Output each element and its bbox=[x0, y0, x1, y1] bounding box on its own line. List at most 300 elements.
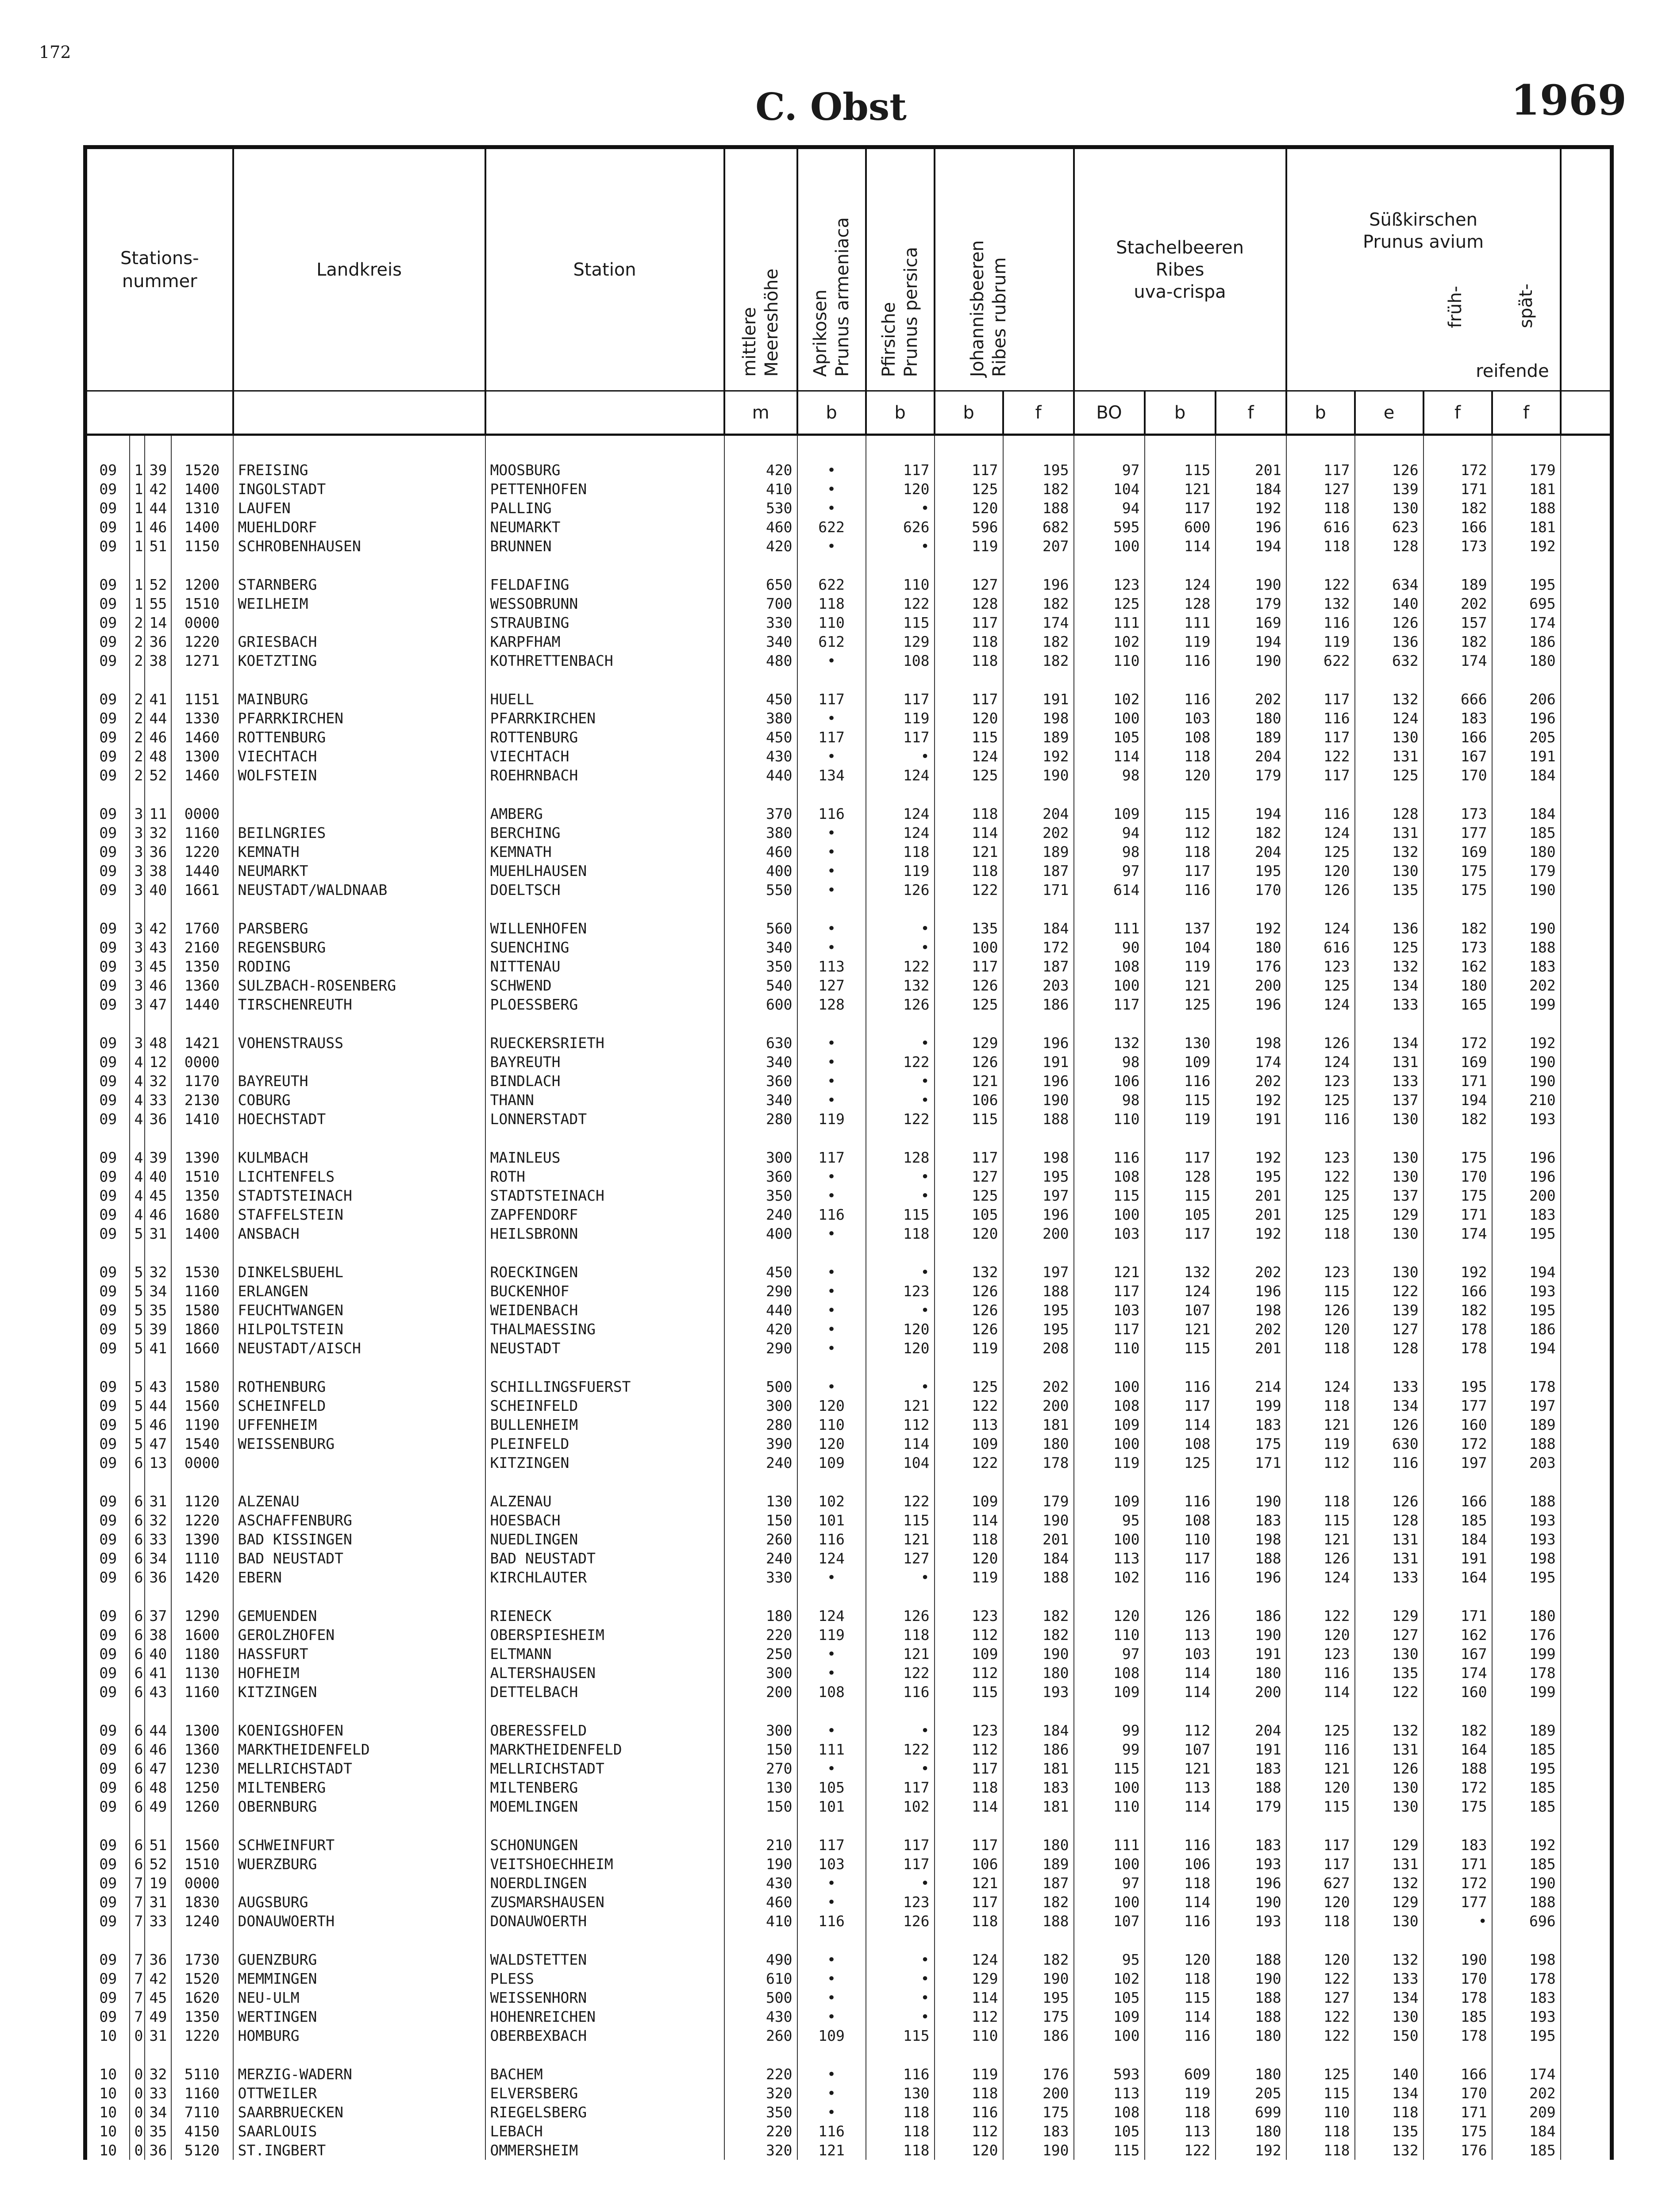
table-cell: 116 bbox=[866, 1682, 935, 1701]
table-cell-empty bbox=[1561, 1625, 1612, 1644]
table-cell: 123 bbox=[1286, 1071, 1355, 1091]
table-cell: 130 bbox=[1355, 1148, 1423, 1167]
table-cell: 09 bbox=[85, 861, 130, 880]
table-cell: 182 bbox=[1216, 823, 1286, 842]
table-cell: 121 bbox=[935, 842, 1003, 861]
table-cell: 43 bbox=[145, 1682, 171, 1701]
table-cell: 130 bbox=[1145, 1033, 1216, 1052]
table-cell: 2160 bbox=[171, 938, 233, 957]
table-cell: 13 bbox=[145, 1453, 171, 1472]
table-cell: 118 bbox=[1286, 1912, 1355, 1931]
table-cell: 187 bbox=[1003, 861, 1074, 880]
table-cell: 116 bbox=[1074, 1148, 1145, 1167]
group-spacer bbox=[85, 1243, 1612, 1263]
table-cell: BERCHING bbox=[485, 823, 724, 842]
table-cell-empty bbox=[1561, 1339, 1612, 1358]
table-cell: • bbox=[797, 842, 866, 861]
table-cell: 133 bbox=[1355, 995, 1423, 1014]
unit-label: b bbox=[1286, 391, 1355, 435]
table-cell: 350 bbox=[724, 1186, 797, 1205]
unit-label: b bbox=[797, 391, 866, 435]
table-cell: KULMBACH bbox=[233, 1148, 485, 1167]
table-cell-empty bbox=[1561, 1969, 1612, 1988]
table-cell: 137 bbox=[1355, 1186, 1423, 1205]
table-cell: 170 bbox=[1423, 1167, 1492, 1186]
table-cell: 112 bbox=[1145, 823, 1216, 842]
table-cell: 125 bbox=[1286, 1205, 1355, 1224]
table-cell: 6 bbox=[130, 1606, 145, 1625]
table-cell: PLEINFELD bbox=[485, 1434, 724, 1453]
header-extra bbox=[1561, 147, 1612, 391]
table-cell: 36 bbox=[145, 2141, 171, 2160]
unit-label: e bbox=[1355, 391, 1423, 435]
table-cell: 100 bbox=[1074, 1530, 1145, 1549]
table-cell: 1220 bbox=[171, 1511, 233, 1530]
table-row bbox=[85, 1950, 1612, 1969]
table-cell: 191 bbox=[1003, 1052, 1074, 1071]
table-cell: 300 bbox=[724, 1721, 797, 1740]
table-cell: 3 bbox=[130, 976, 145, 995]
table-cell: 45 bbox=[145, 957, 171, 976]
table-cell: GUENZBURG bbox=[233, 1950, 485, 1969]
table-cell: 170 bbox=[1423, 766, 1492, 785]
table-cell: 41 bbox=[145, 1663, 171, 1682]
table-cell: 125 bbox=[935, 995, 1003, 1014]
table-cell: 0 bbox=[130, 2026, 145, 2045]
table-cell: 129 bbox=[1355, 1893, 1423, 1912]
table-cell: 114 bbox=[935, 1511, 1003, 1530]
table-cell: 34 bbox=[145, 1549, 171, 1568]
table-cell: 206 bbox=[1492, 690, 1561, 709]
table-cell: 48 bbox=[145, 747, 171, 766]
table-cell: 360 bbox=[724, 1167, 797, 1186]
table-cell: 120 bbox=[1074, 1606, 1145, 1625]
table-cell-empty bbox=[1561, 957, 1612, 976]
table-cell: 198 bbox=[1216, 1530, 1286, 1549]
table-cell: 117 bbox=[935, 957, 1003, 976]
table-cell: 186 bbox=[1003, 995, 1074, 1014]
table-cell: 110 bbox=[797, 1415, 866, 1434]
table-row bbox=[85, 1511, 1612, 1530]
table-cell: 180 bbox=[1003, 1836, 1074, 1855]
table-cell: 113 bbox=[1145, 1625, 1216, 1644]
table-cell: WEILHEIM bbox=[233, 594, 485, 613]
table-cell: 178 bbox=[1423, 2026, 1492, 2045]
table-cell: 115 bbox=[866, 613, 935, 632]
table-cell: 202 bbox=[1423, 594, 1492, 613]
table-cell: 6 bbox=[130, 1568, 145, 1587]
table-cell: 169 bbox=[1423, 1052, 1492, 1071]
table-cell: 172 bbox=[1423, 1778, 1492, 1797]
table-cell: 09 bbox=[85, 995, 130, 1014]
table-cell: 43 bbox=[145, 1377, 171, 1396]
table-cell: 175 bbox=[1423, 2122, 1492, 2141]
table-cell: 45 bbox=[145, 1186, 171, 1205]
table-cell: 187 bbox=[1003, 957, 1074, 976]
table-cell: 100 bbox=[1074, 709, 1145, 728]
table-cell: 183 bbox=[1492, 957, 1561, 976]
table-cell: 09 bbox=[85, 1568, 130, 1587]
table-cell-empty bbox=[1561, 461, 1612, 480]
table-cell: • bbox=[797, 1644, 866, 1663]
table-cell: 09 bbox=[85, 1091, 130, 1110]
table-cell: 09 bbox=[85, 1186, 130, 1205]
table-cell: 596 bbox=[935, 518, 1003, 537]
table-cell: 37 bbox=[145, 1606, 171, 1625]
table-cell: 2130 bbox=[171, 1091, 233, 1110]
group-spacer bbox=[85, 435, 1612, 461]
table-cell: 125 bbox=[1145, 1453, 1216, 1472]
table-cell: BAYREUTH bbox=[485, 1052, 724, 1071]
table-cell: ROTH bbox=[485, 1167, 724, 1186]
table-cell: 193 bbox=[1003, 1682, 1074, 1701]
table-cell: SCHEINFELD bbox=[485, 1396, 724, 1415]
table-cell: 09 bbox=[85, 1224, 130, 1243]
table-cell: • bbox=[866, 1969, 935, 1988]
table-cell: 09 bbox=[85, 880, 130, 899]
table-cell: 177 bbox=[1423, 1893, 1492, 1912]
table-cell: 178 bbox=[1492, 1969, 1561, 1988]
table-cell: 132 bbox=[1355, 842, 1423, 861]
table-cell: NEUSTADT/WALDNAAB bbox=[233, 880, 485, 899]
fruit-data-table bbox=[83, 145, 1614, 2160]
table-cell: WERTINGEN bbox=[233, 2007, 485, 2026]
table-cell: 09 bbox=[85, 1339, 130, 1358]
table-cell: 39 bbox=[145, 1320, 171, 1339]
table-cell: MELLRICHSTADT bbox=[233, 1759, 485, 1778]
table-cell: 115 bbox=[1145, 461, 1216, 480]
table-cell: 106 bbox=[1074, 1071, 1145, 1091]
table-cell: 122 bbox=[1286, 747, 1355, 766]
table-row bbox=[85, 2103, 1612, 2122]
table-cell: 1151 bbox=[171, 690, 233, 709]
table-cell: 127 bbox=[935, 1167, 1003, 1186]
table-cell: • bbox=[797, 1091, 866, 1110]
table-cell: 5 bbox=[130, 1301, 145, 1320]
table-cell: 191 bbox=[1423, 1549, 1492, 1568]
table-cell: 118 bbox=[866, 842, 935, 861]
table-cell: 622 bbox=[797, 518, 866, 537]
table-cell: 193 bbox=[1216, 1855, 1286, 1874]
table-row bbox=[85, 594, 1612, 613]
table-cell: 137 bbox=[1355, 1091, 1423, 1110]
table-cell: 182 bbox=[1423, 919, 1492, 938]
table-cell: 184 bbox=[1492, 2122, 1561, 2141]
table-cell: 201 bbox=[1216, 461, 1286, 480]
table-cell: 196 bbox=[1003, 1205, 1074, 1224]
table-cell: 105 bbox=[797, 1778, 866, 1797]
table-cell: 192 bbox=[1216, 1091, 1286, 1110]
table-cell: 119 bbox=[1145, 2084, 1216, 2103]
table-cell: 102 bbox=[866, 1797, 935, 1816]
table-cell: PETTENHOFEN bbox=[485, 480, 724, 499]
table-cell: 09 bbox=[85, 1950, 130, 1969]
table-cell: 1 bbox=[130, 461, 145, 480]
table-cell: ROTTENBURG bbox=[485, 728, 724, 747]
table-cell: 119 bbox=[935, 2065, 1003, 2084]
table-cell: 09 bbox=[85, 575, 130, 594]
table-cell: 115 bbox=[866, 1205, 935, 1224]
table-cell: 132 bbox=[1074, 1033, 1145, 1052]
table-cell: BUCKENHOF bbox=[485, 1282, 724, 1301]
table-cell: 114 bbox=[1145, 537, 1216, 556]
table-cell: 179 bbox=[1492, 861, 1561, 880]
table-cell: 3 bbox=[130, 995, 145, 1014]
table-cell: 09 bbox=[85, 1301, 130, 1320]
table-cell: WOLFSTEIN bbox=[233, 766, 485, 785]
table-cell: 109 bbox=[1074, 1682, 1145, 1701]
table-cell: 202 bbox=[1003, 823, 1074, 842]
table-cell: 187 bbox=[1003, 1874, 1074, 1893]
table-cell: 196 bbox=[1492, 709, 1561, 728]
table-cell: 116 bbox=[1355, 1453, 1423, 1472]
table-row bbox=[85, 613, 1612, 632]
table-cell: 121 bbox=[1145, 976, 1216, 995]
table-cell: 175 bbox=[1423, 1148, 1492, 1167]
table-cell: 172 bbox=[1423, 461, 1492, 480]
table-cell: 129 bbox=[935, 1033, 1003, 1052]
table-cell: 169 bbox=[1423, 842, 1492, 861]
table-cell: 121 bbox=[935, 1071, 1003, 1091]
table-cell: 46 bbox=[145, 1415, 171, 1434]
table-cell: 1420 bbox=[171, 1568, 233, 1587]
table-cell: 115 bbox=[1074, 1186, 1145, 1205]
table-cell: 125 bbox=[1355, 766, 1423, 785]
table-cell: 12 bbox=[145, 1052, 171, 1071]
table-cell: SCHROBENHAUSEN bbox=[233, 537, 485, 556]
table-cell: • bbox=[797, 537, 866, 556]
table-cell: 188 bbox=[1216, 1950, 1286, 1969]
table-cell: 111 bbox=[1074, 1836, 1145, 1855]
table-cell: 135 bbox=[1355, 2122, 1423, 2141]
table-cell: 177 bbox=[1423, 1396, 1492, 1415]
table-cell: ROECKINGEN bbox=[485, 1263, 724, 1282]
table-cell: 133 bbox=[1355, 1377, 1423, 1396]
table-cell: 116 bbox=[1286, 709, 1355, 728]
table-cell: 5 bbox=[130, 1377, 145, 1396]
table-cell: 118 bbox=[1286, 537, 1355, 556]
table-cell: • bbox=[797, 2007, 866, 2026]
table-cell: 171 bbox=[1423, 1071, 1492, 1091]
table-cell: BAD NEUSTADT bbox=[485, 1549, 724, 1568]
table-cell: 190 bbox=[1003, 2141, 1074, 2160]
table-cell: 124 bbox=[797, 1549, 866, 1568]
table-cell: 126 bbox=[1355, 461, 1423, 480]
table-cell: 632 bbox=[1355, 651, 1423, 670]
table-cell: 122 bbox=[1286, 2026, 1355, 2045]
table-cell: 122 bbox=[1286, 1969, 1355, 1988]
table-cell: HOECHSTADT bbox=[233, 1110, 485, 1129]
table-cell: 5 bbox=[130, 1434, 145, 1453]
group-spacer bbox=[85, 1358, 1612, 1377]
table-cell: • bbox=[797, 651, 866, 670]
table-cell: 5 bbox=[130, 1320, 145, 1339]
table-cell: 182 bbox=[1003, 1606, 1074, 1625]
table-cell: 46 bbox=[145, 976, 171, 995]
table-cell: 170 bbox=[1423, 2084, 1492, 2103]
table-cell: 1520 bbox=[171, 1969, 233, 1988]
table-cell: 116 bbox=[1145, 1071, 1216, 1091]
table-cell: 4 bbox=[130, 1186, 145, 1205]
table-cell: 102 bbox=[797, 1492, 866, 1511]
table-cell: 182 bbox=[1423, 1110, 1492, 1129]
table-cell-empty bbox=[1561, 632, 1612, 651]
table-cell: 126 bbox=[1286, 880, 1355, 899]
table-cell: 197 bbox=[1003, 1263, 1074, 1282]
table-cell: 173 bbox=[1423, 537, 1492, 556]
table-cell: 124 bbox=[866, 823, 935, 842]
table-cell-empty bbox=[1561, 1530, 1612, 1549]
table-cell: 129 bbox=[1355, 1836, 1423, 1855]
table-cell: THALMAESSING bbox=[485, 1320, 724, 1339]
table-cell: FEUCHTWANGEN bbox=[233, 1301, 485, 1320]
table-cell: 3 bbox=[130, 861, 145, 880]
table-cell: 39 bbox=[145, 461, 171, 480]
table-row bbox=[85, 728, 1612, 747]
table-cell: 114 bbox=[1145, 1797, 1216, 1816]
table-cell: 119 bbox=[935, 1568, 1003, 1587]
table-cell: 115 bbox=[1074, 2141, 1145, 2160]
table-cell: 173 bbox=[1423, 804, 1492, 823]
table-cell: • bbox=[866, 1301, 935, 1320]
table-cell: 183 bbox=[1423, 709, 1492, 728]
table-cell: 117 bbox=[866, 1778, 935, 1797]
table-cell: 420 bbox=[724, 461, 797, 480]
table-cell: 182 bbox=[1003, 1893, 1074, 1912]
table-cell: WEISSENBURG bbox=[233, 1434, 485, 1453]
table-cell: 201 bbox=[1216, 1186, 1286, 1205]
table-cell: 103 bbox=[1145, 709, 1216, 728]
table-cell: 105 bbox=[935, 1205, 1003, 1224]
table-cell: 113 bbox=[1074, 2084, 1145, 2103]
table-row bbox=[85, 461, 1612, 480]
table-cell: 179 bbox=[1216, 594, 1286, 613]
table-cell: 109 bbox=[1145, 1052, 1216, 1071]
table-cell: 105 bbox=[1145, 1205, 1216, 1224]
table-cell: 104 bbox=[1145, 938, 1216, 957]
table-cell: 126 bbox=[935, 1052, 1003, 1071]
table-cell: 111 bbox=[797, 1740, 866, 1759]
table-cell: DOELTSCH bbox=[485, 880, 724, 899]
table-cell: HOHENREICHEN bbox=[485, 2007, 724, 2026]
table-cell: 130 bbox=[1355, 1224, 1423, 1243]
table-row bbox=[85, 1282, 1612, 1301]
table-cell: 135 bbox=[935, 919, 1003, 938]
group-spacer bbox=[85, 1816, 1612, 1836]
table-cell: 182 bbox=[1003, 594, 1074, 613]
table-cell: 09 bbox=[85, 1263, 130, 1282]
table-cell: 116 bbox=[1145, 1568, 1216, 1587]
table-cell: 99 bbox=[1074, 1740, 1145, 1759]
table-cell: 119 bbox=[866, 861, 935, 880]
table-cell: 200 bbox=[1492, 1186, 1561, 1205]
table-cell-empty bbox=[1561, 1721, 1612, 1740]
table-cell: 122 bbox=[1145, 2141, 1216, 2160]
table-cell-empty bbox=[1561, 1224, 1612, 1243]
table-cell: 122 bbox=[866, 1663, 935, 1682]
table-cell: 185 bbox=[1423, 1511, 1492, 1530]
table-cell: 119 bbox=[1074, 1453, 1145, 1472]
table-cell: 430 bbox=[724, 1874, 797, 1893]
table-cell: 179 bbox=[1216, 1797, 1286, 1816]
table-cell-empty bbox=[1561, 1778, 1612, 1797]
table-cell: 116 bbox=[1145, 880, 1216, 899]
table-cell: • bbox=[797, 2103, 866, 2122]
table-cell: 134 bbox=[797, 766, 866, 785]
table-cell: 109 bbox=[797, 1453, 866, 1472]
table-cell: 120 bbox=[1145, 766, 1216, 785]
table-cell: 1400 bbox=[171, 518, 233, 537]
table-cell: 1760 bbox=[171, 919, 233, 938]
table-cell: 350 bbox=[724, 957, 797, 976]
table-cell: 300 bbox=[724, 1663, 797, 1682]
table-cell: 122 bbox=[1286, 1606, 1355, 1625]
table-cell: 174 bbox=[1423, 1224, 1492, 1243]
table-cell: 195 bbox=[1492, 575, 1561, 594]
table-cell-empty bbox=[1561, 1759, 1612, 1778]
table-cell-empty bbox=[1561, 1033, 1612, 1052]
table-row bbox=[85, 480, 1612, 499]
table-cell: 183 bbox=[1216, 1511, 1286, 1530]
table-cell: 108 bbox=[1074, 957, 1145, 976]
table-cell: 116 bbox=[797, 2122, 866, 2141]
table-cell bbox=[233, 1874, 485, 1893]
table-cell: 127 bbox=[1355, 1625, 1423, 1644]
table-cell: 128 bbox=[1355, 804, 1423, 823]
table-cell: 126 bbox=[935, 1320, 1003, 1339]
table-cell: 192 bbox=[1492, 1033, 1561, 1052]
table-cell: 118 bbox=[866, 1625, 935, 1644]
table-cell: 32 bbox=[145, 1263, 171, 1282]
table-cell bbox=[233, 1453, 485, 1472]
table-cell: 195 bbox=[1003, 461, 1074, 480]
table-cell: 118 bbox=[1286, 499, 1355, 518]
table-cell: WEIDENBACH bbox=[485, 1301, 724, 1320]
table-cell: 130 bbox=[1355, 1912, 1423, 1931]
table-cell: 109 bbox=[797, 2026, 866, 2045]
table-cell: 09 bbox=[85, 1721, 130, 1740]
table-cell: 600 bbox=[1145, 518, 1216, 537]
table-row bbox=[85, 1224, 1612, 1243]
table-cell-empty bbox=[1561, 1186, 1612, 1205]
table-cell: 6 bbox=[130, 1453, 145, 1472]
table-cell: 6 bbox=[130, 1644, 145, 1663]
table-cell: 340 bbox=[724, 632, 797, 651]
table-cell: 115 bbox=[1286, 1797, 1355, 1816]
table-cell: 124 bbox=[935, 747, 1003, 766]
table-cell: 14 bbox=[145, 613, 171, 632]
table-cell: 09 bbox=[85, 823, 130, 842]
table-cell: STADTSTEINACH bbox=[485, 1186, 724, 1205]
table-cell: PALLING bbox=[485, 499, 724, 518]
table-cell: ASCHAFFENBURG bbox=[233, 1511, 485, 1530]
table-cell: 123 bbox=[935, 1721, 1003, 1740]
table-cell: 115 bbox=[935, 1682, 1003, 1701]
table-cell: 09 bbox=[85, 1836, 130, 1855]
table-cell: 280 bbox=[724, 1415, 797, 1434]
table-cell: 120 bbox=[935, 2141, 1003, 2160]
table-cell: • bbox=[797, 1282, 866, 1301]
table-cell: 490 bbox=[724, 1950, 797, 1969]
table-cell: 42 bbox=[145, 1969, 171, 1988]
table-cell: 117 bbox=[1286, 1855, 1355, 1874]
table-cell: 0 bbox=[130, 2103, 145, 2122]
table-cell: 117 bbox=[866, 728, 935, 747]
table-cell: 1250 bbox=[171, 1778, 233, 1797]
table-cell: 320 bbox=[724, 2084, 797, 2103]
table-cell: 118 bbox=[1286, 1224, 1355, 1243]
table-row bbox=[85, 880, 1612, 899]
